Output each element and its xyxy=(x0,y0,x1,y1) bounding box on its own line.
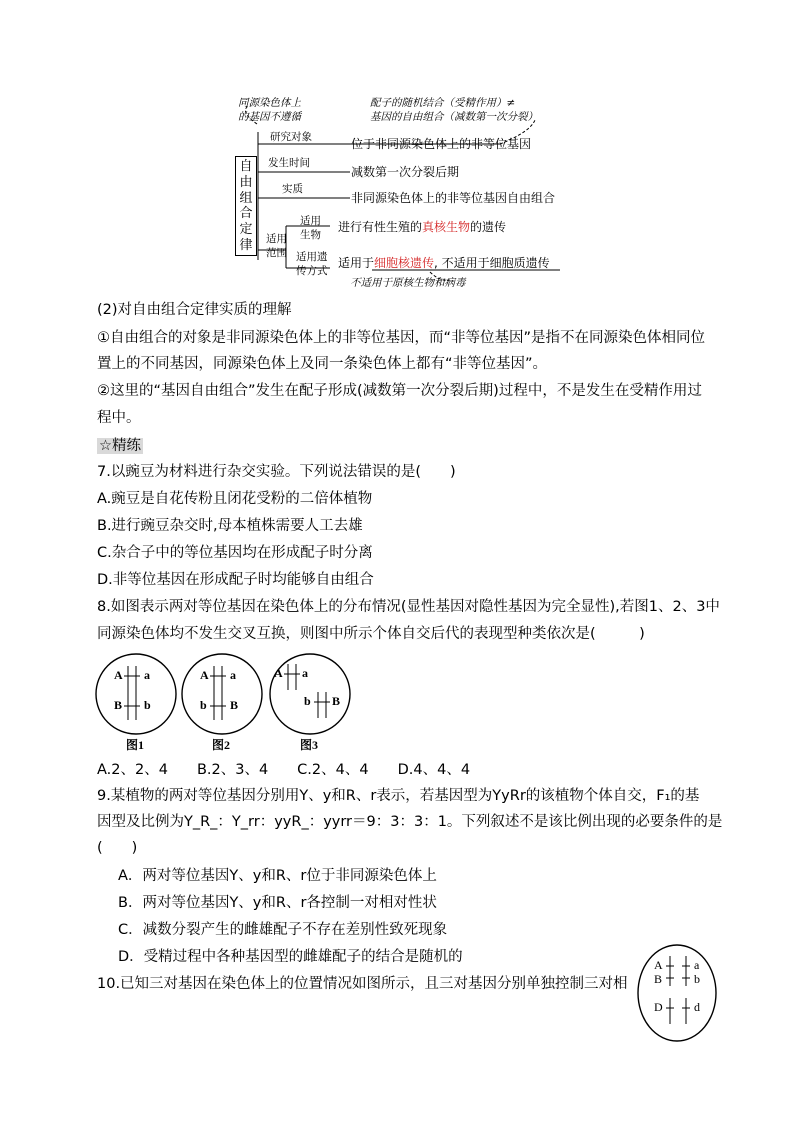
question-9-option-b: B．两对等位基因Y、y和R、r各控制一对相对性状 xyxy=(118,895,437,911)
question-9a: 9.某植物的两对等位基因分别用Y、y和R、r表示，若基因型为YyRr的该植物个体自交，F₁的基 xyxy=(97,788,700,804)
text-organism xyxy=(338,220,506,234)
fig10-gene-b: b xyxy=(694,972,700,986)
diagram-title-box xyxy=(235,156,257,256)
label-scope-2: 范围 xyxy=(266,247,287,259)
fig3-gene-4: B xyxy=(332,694,341,708)
fig1-gene-right-1: a xyxy=(144,668,150,682)
text-inherit-post: , 不适用于细胞质遗传 xyxy=(434,256,550,270)
paragraph-1a: ①自由组合的对象是非同源染色体上的非等位基因，而“非等位基因”是指不在同源染色体相同位 xyxy=(97,330,706,346)
question-10-figure-svg xyxy=(636,942,718,1044)
question-9c: ( ) xyxy=(97,840,138,856)
text-inherit-red: 细胞核遗传 xyxy=(374,256,435,270)
fig1-gene-left-2: B xyxy=(114,698,123,712)
question-7-option-d: D.非等位基因在形成配子时均能够自由组合 xyxy=(97,572,374,588)
fig2-gene-right-2: B xyxy=(230,698,239,712)
question-7-option-c: C.杂合子中的等位基因均在形成配子时分离 xyxy=(97,545,373,561)
fig1-gene-right-2: b xyxy=(144,698,151,712)
question-7: 7.以豌豆为材料进行杂交实验。下列说法错误的是( ) xyxy=(97,464,456,480)
text-research-object: 位于非同源染色体上的非等位基因 xyxy=(351,137,532,151)
question-10: 10.已知三对基因在染色体上的位置情况如图所示，且三对基因分别单独控制三对相 xyxy=(97,976,628,992)
text-organism-pre: 进行有性生殖的 xyxy=(338,220,423,234)
question-9-option-d: D．受精过程中各种基因型的雌雄配子的结合是随机的 xyxy=(118,949,463,965)
text-organism-red: 真核生物 xyxy=(422,220,471,234)
question-9-option-c: C．减数分裂产生的雌雄配子不存在差别性致死现象 xyxy=(118,922,448,938)
paragraph-title: (2)对自由组合定律实质的理解 xyxy=(97,302,292,318)
diagram-title-char: 律 xyxy=(239,237,253,253)
note-bottom: 不适用于原核生物和病毒 xyxy=(350,277,466,289)
fig10-gene-d: d xyxy=(694,1000,700,1014)
fig3-gene-2: a xyxy=(302,666,308,680)
paragraph-1b: 置上的不同基因，同源染色体上及同一条染色体上都有“非等位基因”。 xyxy=(97,356,548,372)
text-essence: 非同源染色体上的非等位基因自由组合 xyxy=(351,191,556,205)
fig3-caption: 图3 xyxy=(300,738,319,752)
text-inherit xyxy=(338,256,550,270)
question-7-option-b: B.进行豌豆杂交时,母本植株需要人工去雄 xyxy=(97,518,363,534)
fig1-caption: 图1 xyxy=(126,738,145,752)
fig1-gene-left-1: A xyxy=(114,668,123,682)
chromosome-figures xyxy=(92,652,362,752)
label-organism-2: 生物 xyxy=(300,229,321,241)
question-8b: 同源染色体均不发生交叉互换，则图中所示个体自交后代的表现型种类依次是( ) xyxy=(97,626,645,642)
label-scope-1: 适用 xyxy=(266,233,287,245)
section-heading-text: ☆精练 xyxy=(99,438,141,454)
fig2-gene-left-2: b xyxy=(200,698,207,712)
diagram-title-char: 合 xyxy=(239,206,253,222)
section-heading xyxy=(97,436,143,456)
question-8a: 8.如图表示两对等位基因在染色体上的分布情况(显性基因对隐性基因为完全显性),若图1、2、3中 xyxy=(97,599,720,615)
text-occur-time: 减数第一次分裂后期 xyxy=(351,165,460,179)
label-research-object: 研究对象 xyxy=(270,131,312,143)
fig10-gene-D: D xyxy=(654,1000,663,1014)
fig3-gene-1: A xyxy=(274,666,283,680)
label-inherit-1: 适用遗 xyxy=(296,251,328,263)
question-7-option-a: A.豌豆是自花传粉且闭花受粉的二倍体植物 xyxy=(97,491,373,507)
fig2-caption: 图2 xyxy=(212,738,231,752)
question-9b: 因型及比例为Y_R_：Y_rr：yyR_：yyrr＝9：3：3：1。下列叙述不是该比例出现的必要条件的是 xyxy=(97,814,723,830)
label-essence: 实质 xyxy=(282,183,303,195)
note-left-1: 同源染色体上 xyxy=(238,97,301,109)
text-inherit-pre: 适用于 xyxy=(338,256,375,270)
label-organism-1: 适用 xyxy=(300,215,321,227)
fig10-gene-B: B xyxy=(654,972,663,986)
concept-diagram xyxy=(230,92,560,292)
note-right-2: 基因的自由组合（减数第一次分裂） xyxy=(370,111,538,123)
diagram-title-char: 由 xyxy=(239,174,253,190)
diagram-title-char: 组 xyxy=(239,190,253,206)
text-organism-post: 的遗传 xyxy=(470,220,507,234)
note-left-2: 的基因不遵循 xyxy=(238,111,301,123)
fig10-gene-A: A xyxy=(654,958,663,972)
paragraph-2a: ②这里的“基因自由组合”发生在配子形成(减数第一次分裂后期)过程中，不是发生在受精作用过 xyxy=(97,383,702,399)
fig3-gene-3: b xyxy=(304,694,311,708)
fig10-gene-a: a xyxy=(694,958,700,972)
label-inherit-2: 传方式 xyxy=(296,265,328,277)
label-occur-time: 发生时间 xyxy=(268,157,310,169)
paragraph-2b: 程中。 xyxy=(97,410,141,426)
fig2-gene-right-1: a xyxy=(230,668,236,682)
note-right-1: 配子的随机结合（受精作用）≠ xyxy=(370,97,516,109)
fig2-gene-left-1: A xyxy=(200,668,209,682)
diagram-title-char: 定 xyxy=(239,222,253,238)
question-9-option-a: A．两对等位基因Y、y和R、r位于非同源染色体上 xyxy=(118,868,437,884)
question-10-figure xyxy=(636,942,718,1044)
diagram-title-char: 自 xyxy=(239,159,253,174)
question-8-options: A.2、2、4 B.2、3、4 C.2、4、4 D.4、4、4 xyxy=(97,762,471,778)
